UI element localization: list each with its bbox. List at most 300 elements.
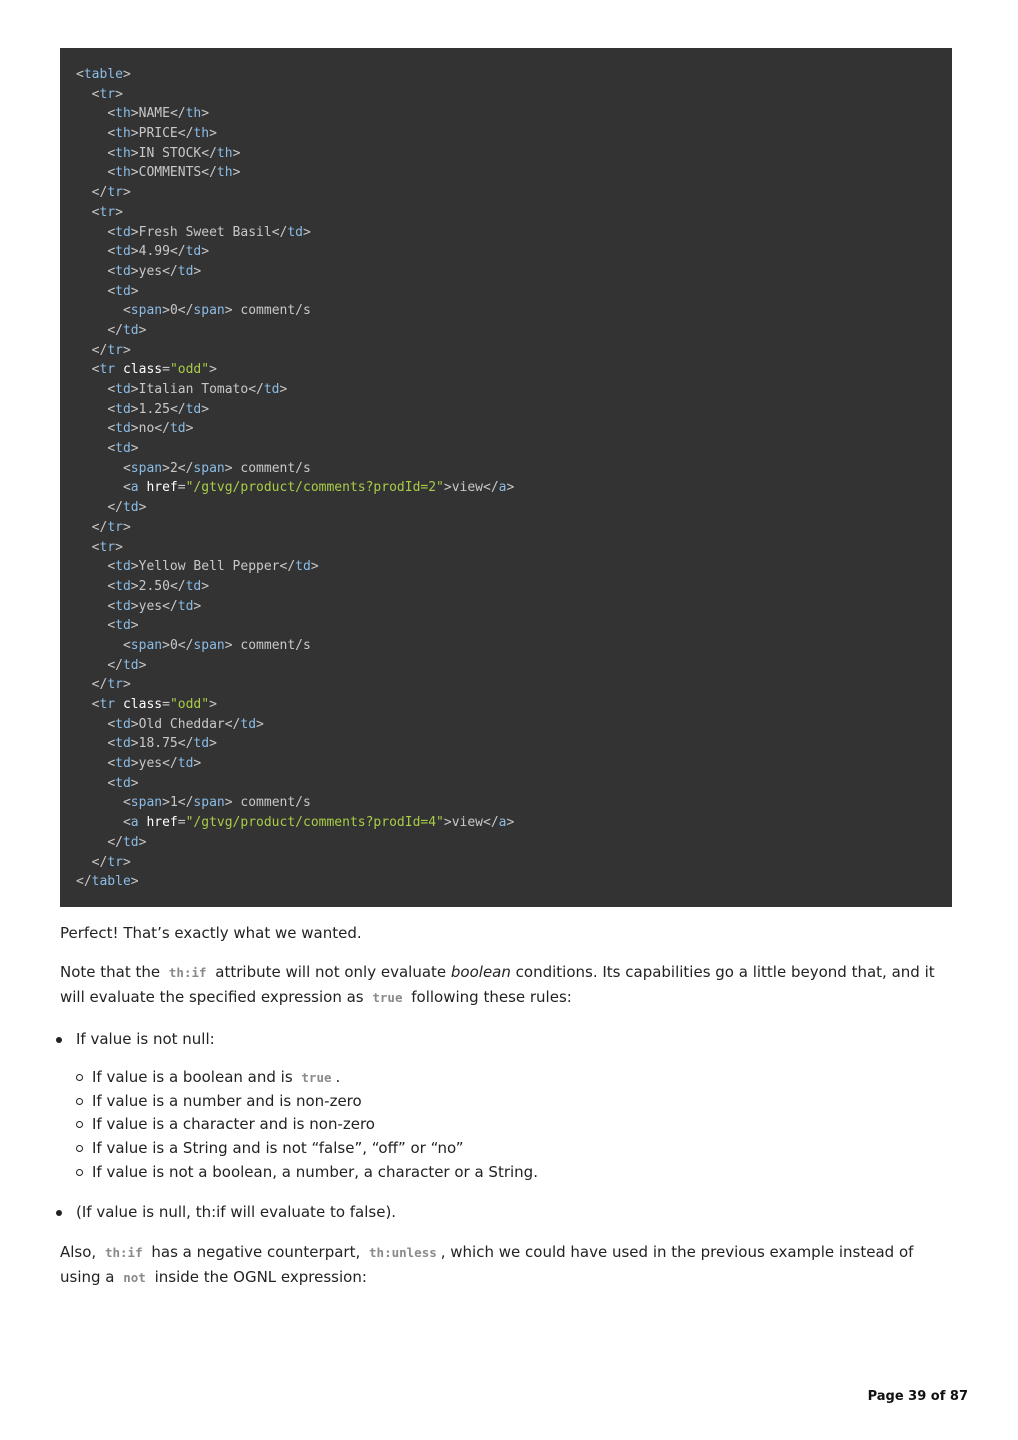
code-token: </ [107,834,123,850]
code-token: td [185,401,202,417]
code-token: > [130,578,139,594]
code-token: > [130,283,139,299]
code-token: Yellow Bell Pepper [138,559,280,575]
code-token [76,520,92,535]
code-token [76,441,107,456]
code-token: < [76,67,84,82]
code-token: > [115,539,123,555]
code-token: 1.25 [138,401,170,417]
code-token: href [138,815,178,831]
code-token [76,697,92,712]
code-line [76,282,952,302]
code-line [76,301,952,321]
code-token: yes [138,263,163,279]
code-token: > [138,834,147,850]
code-token: > [443,480,452,496]
code-token: th [115,106,131,122]
rules-sublist [76,1066,960,1185]
code-token: </ [224,716,241,732]
code-token: td [115,382,131,397]
code-token: td [263,382,280,397]
code-token: td [115,441,131,457]
code-token: > [209,697,217,712]
code-line [76,833,952,853]
code-token: > [130,618,139,634]
code-token: > [115,86,123,102]
code-token [76,579,107,594]
inline-code-th-unless: th:unless [369,1245,437,1260]
code-token: td [185,578,202,594]
code-token: > [122,854,131,870]
code-token: > [130,165,139,181]
code-token: </ [177,303,194,319]
code-token: comment/s [232,795,311,811]
code-token [76,244,107,259]
code-line [76,754,952,774]
code-token: span [130,460,163,476]
code-token: > [224,460,233,476]
code-token: < [91,539,100,555]
code-token: = [162,362,170,378]
code-token: href [138,480,178,496]
code-token: td [122,834,139,850]
code-token: </ [177,795,194,811]
code-line [76,360,952,380]
code-token: </ [201,165,217,181]
code-token: td [115,263,131,279]
code-token: > [122,677,131,693]
code-line [76,65,952,85]
code-token [76,717,107,732]
code-token: "odd" [169,362,210,378]
code-token: > [122,67,131,82]
code-line [76,203,952,223]
code-token: Old Cheddar [138,716,225,732]
code-token: < [107,736,116,752]
code-token: > [209,126,217,142]
inline-code-true: true [372,990,403,1005]
code-token: span [193,637,225,653]
code-token: < [107,224,116,240]
code-token: td [115,578,131,594]
code-token [76,87,92,102]
code-token: < [107,716,116,732]
code-token: tr [99,86,116,102]
code-line [76,183,952,203]
code-line [76,85,952,105]
code-token: td [115,756,131,772]
code-token: > [224,795,233,811]
code-token: span [193,460,225,476]
code-token: > [185,421,194,437]
code-line [76,459,952,479]
code-token: </ [91,519,108,535]
code-token: </ [177,126,194,142]
code-token: < [107,106,116,122]
code-token [76,677,92,692]
code-token: th [216,145,233,161]
code-token [76,106,107,121]
code-token: th [115,145,131,161]
code-token: > [130,716,139,732]
code-line [76,518,952,538]
code-token [76,835,107,850]
rule-string: If value is a String and is not “false”, “off” or “no” [76,1137,960,1161]
code-line [76,734,952,754]
code-token: > [130,736,139,752]
code-token: > [193,756,202,772]
code-token [76,638,123,653]
code-token: table [91,874,131,890]
code-token: > [224,637,233,653]
code-token: </ [107,657,123,673]
code-token [76,795,123,810]
code-token: </ [201,145,217,161]
note-text-c: conditions. Its capabilities go a little beyond that, and it will evaluate the specified expression as [60,963,935,1006]
code-token: < [107,126,116,142]
code-token: > [162,460,170,476]
code-token: > [201,578,210,594]
code-token [76,382,107,397]
code-token: > [138,500,147,516]
code-token: < [107,441,116,457]
code-line [76,144,952,164]
code-token: "/gtvg/product/comments?prodId=2" [185,480,444,496]
code-token: > [122,185,131,201]
code-token: 1 [169,795,178,811]
code-token: > [201,401,210,417]
code-line [76,577,952,597]
code-token: comment/s [232,303,311,319]
code-token: > [279,382,288,397]
note-emphasis: boolean [450,963,511,981]
paragraph-also [60,1240,955,1290]
code-token: </ [271,224,288,240]
code-token: td [115,244,131,260]
code-token: </ [154,421,170,437]
code-token: Italian Tomato [138,382,249,397]
code-line [76,853,952,873]
code-line [76,616,952,636]
code-token: tr [99,204,116,220]
code-line [76,557,952,577]
code-line [76,656,952,676]
code-token: </ [91,677,108,693]
code-token: table [83,67,123,82]
code-line [76,695,952,715]
code-token: > [193,263,202,279]
code-token: td [295,559,311,575]
code-token: < [107,775,116,791]
code-token: > [130,401,139,417]
code-token: < [107,756,116,772]
code-token: td [193,736,210,752]
code-token: > [122,519,131,535]
code-token: td [115,283,131,299]
code-token: a [498,815,507,831]
code-line [76,597,952,617]
code-token: </ [483,480,499,496]
code-token: NAME [138,106,170,122]
code-token: tr [107,342,123,358]
code-token: > [209,736,217,752]
code-token: a [130,480,139,496]
code-token: "odd" [169,697,210,712]
code-token: > [130,263,139,279]
code-token: a [498,480,507,496]
code-token: > [506,815,515,831]
code-token [76,855,92,870]
note-text-b: attribute will not only evaluate [210,963,451,981]
code-token: </ [162,756,178,772]
code-token: td [287,224,303,240]
code-line [76,223,952,243]
code-token: > [130,756,139,772]
code-line [76,715,952,735]
code-token: < [107,618,116,634]
code-token: Fresh Sweet Basil [138,224,272,240]
code-token: < [91,697,100,712]
code-token [76,815,123,830]
code-token: th [216,165,233,181]
code-token: td [177,263,194,279]
code-token [76,225,107,240]
code-token: td [240,716,257,732]
code-token: td [122,500,139,516]
code-token: 2.50 [138,578,170,594]
code-token: </ [177,637,194,653]
code-token: > [138,322,147,338]
code-token: 4.99 [138,244,170,260]
code-token: > [232,145,241,161]
code-line [76,478,952,498]
code-token: </ [169,244,186,260]
code-token: th [115,165,131,181]
code-token: < [122,303,131,319]
code-token: </ [279,559,296,575]
code-token: < [107,263,116,279]
code-token: th [115,126,131,142]
code-token: < [91,86,100,102]
code-token: td [115,598,131,614]
code-token: > [224,303,233,319]
code-token [76,402,107,417]
rule-boolean [76,1066,960,1090]
code-token: </ [483,815,499,831]
code-token: tr [107,519,123,535]
code-token: span [193,795,225,811]
code-token: > [130,145,139,161]
code-token [76,618,107,633]
code-token: span [130,637,163,653]
code-token: > [130,874,139,890]
code-token: > [130,421,139,437]
rule-number: If value is a number and is non-zero [76,1090,960,1114]
code-token: > [130,126,139,142]
code-token: td [185,244,202,260]
code-token [76,185,92,200]
code-line [76,774,952,794]
code-token: > [130,224,139,240]
code-token: td [115,559,131,575]
code-token: > [130,244,139,260]
code-token [76,126,107,141]
code-line [76,242,952,262]
code-token: 2 [169,460,178,476]
rules-list [60,1027,960,1225]
code-token: < [107,165,116,181]
paragraph-note [60,960,955,1010]
code-token: COMMENTS [138,165,202,181]
code-token: td [122,322,139,338]
code-token: > [310,559,319,575]
code-token: no [138,421,155,437]
code-token: = [162,697,170,712]
code-token: tr [107,677,123,693]
code-line [76,675,952,695]
page-number: Page 39 of 87 [867,1389,968,1404]
code-token: > [201,106,210,122]
also-text-d: inside the OGNL expression: [149,1268,367,1286]
code-token: view [451,815,484,831]
code-line [76,793,952,813]
code-line [76,636,952,656]
code-token: td [177,598,194,614]
code-token: < [107,244,116,260]
code-token: > [256,716,264,732]
code-token: th [185,106,202,122]
code-line [76,419,952,439]
code-token: < [107,401,116,417]
code-token: < [122,480,131,496]
code-token: > [130,775,139,791]
code-token: comment/s [232,637,311,653]
code-token: td [115,401,131,417]
code-token: td [115,421,131,437]
code-token [76,323,107,338]
also-text-a: Also, [60,1243,101,1261]
code-token: = [177,815,186,831]
code-token: > [162,303,170,319]
code-token: </ [169,401,186,417]
code-line [76,124,952,144]
code-token: td [115,224,131,240]
code-token: > [130,106,139,122]
code-token: yes [138,598,163,614]
code-token [76,421,107,436]
code-token: </ [162,598,178,614]
also-text-b: has a negative counterpart, [146,1243,366,1261]
code-token: yes [138,756,163,772]
code-token: PRICE [138,126,178,142]
code-token: > [138,657,147,673]
code-token: > [209,362,217,378]
code-token [76,756,107,771]
code-token: > [162,637,170,653]
code-token [76,205,92,220]
code-token [76,658,107,673]
also-text-c: , which we could have used in the previous example instead of using a [60,1243,914,1286]
rule-character: If value is a character and is non-zero [76,1113,960,1137]
code-token: td [115,618,131,634]
code-token: > [193,598,202,614]
code-token: < [107,578,116,594]
note-text-d: following these rules: [406,988,572,1006]
code-token: < [107,421,116,437]
code-token: < [107,382,116,397]
code-token: </ [107,500,123,516]
code-line [76,321,952,341]
code-token: IN STOCK [138,145,202,161]
code-token: tr [107,854,123,870]
code-token: > [130,598,139,614]
code-token: </ [91,854,108,870]
code-token: tr [107,185,123,201]
rule-not-null [60,1027,960,1185]
code-token [76,736,107,751]
code-token: = [177,480,186,496]
code-token: > [303,224,311,240]
rule-other: If value is not a boolean, a number, a character or a String. [76,1161,960,1185]
code-token: </ [169,106,186,122]
code-token: view [451,480,484,496]
code-token: < [107,598,116,614]
code-token: > [506,480,515,496]
code-token: comment/s [232,460,311,476]
code-token: td [115,736,131,752]
rule-boolean-text: If value is a boolean and is [92,1068,298,1086]
code-token: < [107,145,116,161]
code-token: > [201,244,210,260]
code-token: 0 [169,303,178,319]
code-token: > [443,815,452,831]
code-token: < [122,460,131,476]
code-token: > [122,342,131,358]
rule-boolean-end: . [335,1068,341,1086]
code-token: </ [177,736,194,752]
code-token: </ [107,322,123,338]
code-token: </ [162,263,178,279]
code-token [76,146,107,161]
code-token: > [115,204,123,220]
code-token: td [177,756,194,772]
rule-null: (If value is null, th:if will evaluate to false). [60,1200,960,1225]
paragraph-perfect: Perfect! That’s exactly what we wanted. [60,924,362,942]
code-line [76,400,952,420]
code-token: > [130,382,139,397]
inline-code-not: not [123,1270,146,1285]
code-token: span [130,795,163,811]
code-token: td [115,775,131,791]
code-token: < [91,204,100,220]
code-token: < [107,559,116,575]
code-token: td [115,716,131,732]
code-token [76,540,92,555]
code-token [76,362,92,377]
code-token: a [130,815,139,831]
code-token: class [115,362,163,378]
code-line [76,104,952,124]
code-token: </ [76,874,92,890]
code-line [76,872,952,892]
code-token: </ [248,382,264,397]
code-line [76,439,952,459]
inline-code-true-rule: true [301,1070,332,1085]
code-token: < [122,795,131,811]
inline-code-th-if: th:if [168,965,207,980]
code-token: span [193,303,225,319]
code-token [76,343,92,358]
